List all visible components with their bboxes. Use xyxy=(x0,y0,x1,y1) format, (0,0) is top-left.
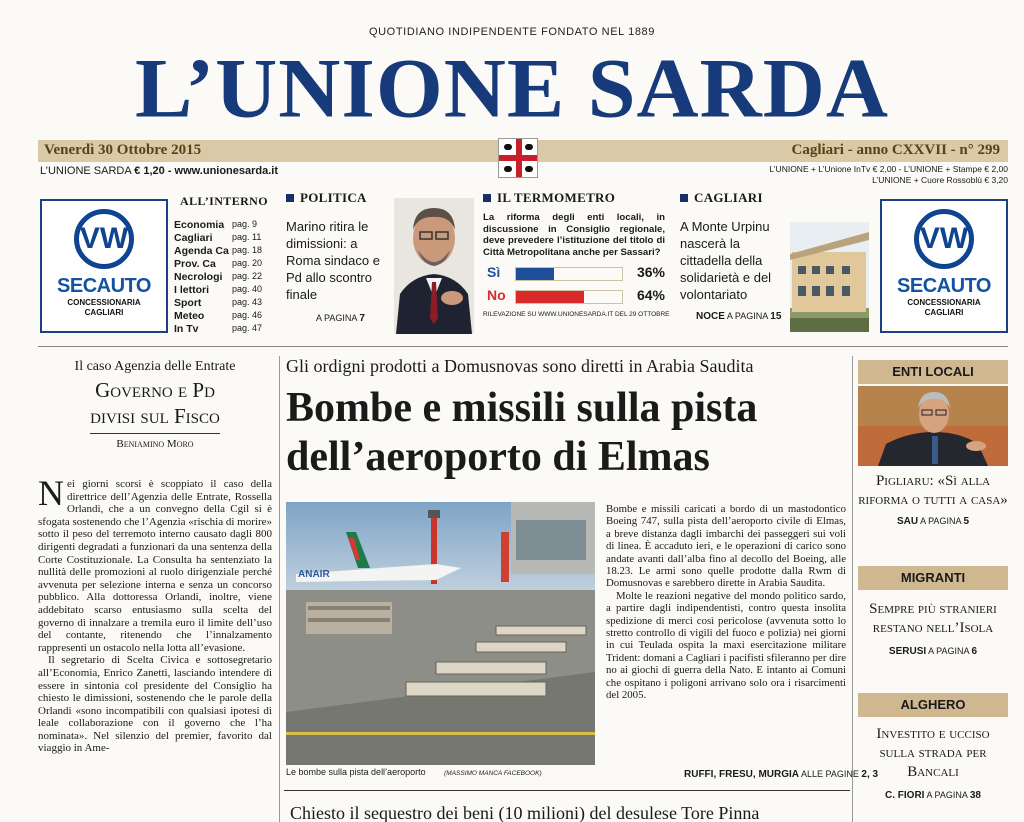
index-item[interactable] xyxy=(174,258,274,271)
pigliaru-photo xyxy=(858,386,1008,466)
index-item-name: In Tv xyxy=(174,323,199,335)
poll-source: RILEVAZIONE SU WWW.UNIONESARDA.IT DEL 29 OTTOBRE xyxy=(483,311,670,318)
ad-line-2: CAGLIARI xyxy=(924,308,964,317)
cagliari-text: A Monte Urpinu nascerà la cittadella della solidarietà e del volontariato xyxy=(680,219,772,302)
politica-ref: A PAGINA 7 xyxy=(316,313,365,324)
enti-locali-head: ENTI LOCALI xyxy=(858,360,1008,384)
alghero-head: ALGHERO xyxy=(858,693,1008,717)
poll-yes-row xyxy=(483,264,665,282)
index-item-name: Prov. Ca xyxy=(174,258,216,270)
index-item-page: pag. 46 xyxy=(232,310,263,320)
index-item[interactable] xyxy=(174,284,274,297)
marino-photo xyxy=(394,198,474,334)
left-byline: Beniamino Moro xyxy=(116,438,194,450)
main-article-body xyxy=(606,503,846,702)
left-paragraph-2: Il segretario di Scelta Civica e sottosegretario all’Economia, Enrico Zanetti, lasciando intendere di essere in sintonia col presidente del Consiglio ha chiesto le dimissioni, sostenendo che le parole della Orlandi «sono incompatibili con qualsiasi ipotesi di leale collaborazione con il governo che l’ha nominata». Nel silenzio del premier, favorito dal viaggio in Ame- xyxy=(38,654,272,755)
index-box xyxy=(174,194,274,336)
secauto-ad-right[interactable] xyxy=(880,199,1008,333)
tagline: QUOTIDIANO INDIPENDENTE FONDATO NEL 1889 xyxy=(368,26,655,38)
cagliari-teaser[interactable] xyxy=(680,190,790,322)
monte-urpinu-photo xyxy=(790,222,869,332)
left-article-body xyxy=(38,473,272,755)
cagliari-section: CAGLIARI xyxy=(680,190,790,206)
index-item[interactable] xyxy=(174,310,274,323)
index-item-name: Necrologi xyxy=(174,271,223,283)
migranti-ref: SERUSI A PAGINA 6 xyxy=(888,646,978,657)
migranti-title: Sempre più stranieri restano nell’Isola xyxy=(869,601,997,636)
ad-line-1: CONCESSIONARIA xyxy=(907,298,981,307)
index-item-name: Economia xyxy=(174,219,225,231)
index-item-name: Agenda Ca xyxy=(174,245,229,257)
main-paragraph-2: Molte le reazioni negative del mondo politico sardo, a partire dagli indipendentisti, contro questa insolita spedizione di merci così pericolose (avvenuta sotto lo stretto controllo di vigili del fuoco e polizia) nei giorni in cui Teulada ospita la maxi esercitazione militare Trident: domani a Cagliari i pacifisti sfileranno per dire no ai giochi di guerra della Nato. E intanto ai Comuni che ospitano i poligoni arrivano solo ora i risarcimenti del 2005. xyxy=(606,589,846,702)
ad-brand: SECAUTO xyxy=(897,275,991,297)
bottom-headline[interactable]: Chiesto il sequestro dei beni (10 milioni) del desulese Tore Pinna xyxy=(290,803,760,822)
ad-line-1: CONCESSIONARIA xyxy=(67,298,141,307)
alghero-title: Investito e ucciso sulla strada per Bancali xyxy=(876,726,990,780)
index-title: ALL’INTERNO xyxy=(180,194,268,208)
politica-teaser[interactable] xyxy=(286,190,394,324)
vw-logo-icon: VW xyxy=(914,209,974,269)
left-kicker: Il caso Agenzia delle Entrate xyxy=(74,359,236,374)
poll-yes-label: Sì xyxy=(487,264,501,280)
index-item-page: pag. 22 xyxy=(232,271,263,281)
main-ref[interactable]: RUFFI, FRESU, MURGIA ALLE PAGINE 2, 3 xyxy=(684,769,879,780)
main-kicker: Gli ordigni prodotti a Domusnovas sono diretti in Arabia Saudita xyxy=(286,356,754,376)
poll-no-value: 64% xyxy=(636,287,665,303)
price-line xyxy=(40,165,278,177)
politica-section: POLITICA xyxy=(286,190,394,206)
left-article-header[interactable] xyxy=(38,359,272,450)
politica-text: Marino ritira le dimissioni: a Roma sindaco e Pd allo scontro finale xyxy=(286,219,380,302)
issue-edition: Cagliari - anno CXXVII - n° 299 xyxy=(791,142,1000,158)
secauto-ad-left[interactable] xyxy=(40,199,168,333)
four-moors-flag-icon xyxy=(498,138,538,178)
ad-line-2: CAGLIARI xyxy=(84,308,124,317)
index-item[interactable] xyxy=(174,271,274,284)
enti-locali-ref: SAU A PAGINA 5 xyxy=(896,516,970,527)
migranti-head: MIGRANTI xyxy=(858,566,1008,590)
poll-no-label: No xyxy=(487,287,506,303)
photo-caption-text: Le bombe sulla pista dell’aeroporto xyxy=(286,767,426,777)
index-item[interactable] xyxy=(174,219,274,232)
alghero-ref: C. FIORI A PAGINA 38 xyxy=(885,790,981,801)
index-item-page: pag. 18 xyxy=(232,245,263,255)
index-item-name: Meteo xyxy=(174,310,205,322)
termometro-poll xyxy=(483,190,670,318)
bundle-line-2: L’UNIONE + Cuore Rossoblù € 3,20 xyxy=(872,175,1008,185)
index-item-page: pag. 40 xyxy=(232,284,263,294)
index-item[interactable] xyxy=(174,232,274,245)
index-item-page: pag. 47 xyxy=(232,323,263,333)
main-headline[interactable] xyxy=(286,384,852,482)
poll-yes-value: 36% xyxy=(636,264,665,280)
svg-text:ANAIR: ANAIR xyxy=(298,569,330,580)
photo-credit: (MASSIMO MANCA FACEBOOK) xyxy=(444,770,542,777)
index-item-name: Cagliari xyxy=(174,232,213,244)
airport-photo xyxy=(286,502,595,765)
left-paragraph-1: ei giorni scorsi è scoppiato il caso della direttrice dell’Agenzia delle Entrate, Rossella Orlandi, che a un convegno della Cgil si è sfogata sostenendo che l’Agenzia «rischia di morire» sotto il peso del terremoto interno causato dagli 800 dirigenti degradati a funzionari da una sentenza della Corte Costituzionale. La Consulta ha sentenziato la nullità delle promozioni al ruolo dirigenziale perché avvenuta per selezione interna e senza un concorso pubblico. Alla dottoressa Orlandi, inoltre, viene addebitato scarso entusiasmo sulla scelta del governo di innalzare a tremila euro il limite dell’uso del contante, ritenendo che l’innalzamento rappresenti un ostacolo nella lotta all’evasione. xyxy=(38,478,272,654)
index-item-page: pag. 11 xyxy=(232,232,262,242)
index-item[interactable] xyxy=(174,323,274,336)
left-title-1: Governo e Pd xyxy=(95,378,215,402)
left-title-2: divisi sul Fisco xyxy=(90,404,220,428)
poll-no-row xyxy=(483,287,665,305)
index-item-page: pag. 43 xyxy=(232,297,263,307)
price-label: L’UNIONE SARDA xyxy=(40,165,132,177)
index-item-name: Sport xyxy=(174,297,202,309)
bundle-prices xyxy=(769,164,1008,186)
main-paragraph-1: Bombe e missili caricati a bordo di un mastodontico Boeing 747, sulla pista dell’aeroporto civile di Elmas, a breve distanza dagli imbarchi dei passeggeri sui voli di linea. È accaduto ieri, e le operazioni di carico sono andate avanti dall’alba fino al decollo del Boeing, alle 18.23. Le armi sono quelle prodotte dalla Rwm di Domusnovas e sarebbero dirette in Arabia Saudita. xyxy=(606,503,846,590)
website-link[interactable]: - www.unionesarda.it xyxy=(167,165,279,177)
index-item-page: pag. 9 xyxy=(232,219,258,229)
main-title-1: Bombe e missili sulla pista xyxy=(286,385,758,431)
masthead[interactable]: L’UNIONE SARDA xyxy=(135,40,889,136)
issue-date: Venerdì 30 Ottobre 2015 xyxy=(44,142,202,158)
enti-locali-title: Pigliaru: «Sì alla riforma o tutti a casa» xyxy=(858,473,1008,508)
ad-brand: SECAUTO xyxy=(57,275,151,297)
vw-logo-icon: VW xyxy=(74,209,134,269)
poll-question: La riforma degli enti locali, in discussione in Consiglio regionale, deve prevedere l’istituzione del titolo di Città Metropolitana anche per Sassari? xyxy=(483,212,665,258)
bundle-line-1: L’UNIONE + L’Unione InTv € 2,00 - L’UNIONE + Stampe € 2,00 xyxy=(769,164,1008,174)
termometro-section: IL TERMOMETRO xyxy=(483,190,665,206)
price: € 1,20 xyxy=(134,165,165,177)
photo-caption xyxy=(286,767,595,777)
index-item-name: I lettori xyxy=(174,284,210,296)
index-item[interactable] xyxy=(174,245,274,258)
main-title-2: dell’aeroporto di Elmas xyxy=(286,434,710,480)
index-item[interactable] xyxy=(174,297,274,310)
migranti-teaser[interactable] xyxy=(858,566,1008,657)
drop-cap: N xyxy=(38,473,64,513)
cagliari-ref: NOCE A PAGINA 15 xyxy=(696,311,782,322)
enti-locali-teaser[interactable] xyxy=(858,360,1008,527)
alghero-teaser[interactable] xyxy=(858,693,1008,801)
index-item-page: pag. 20 xyxy=(232,258,263,268)
